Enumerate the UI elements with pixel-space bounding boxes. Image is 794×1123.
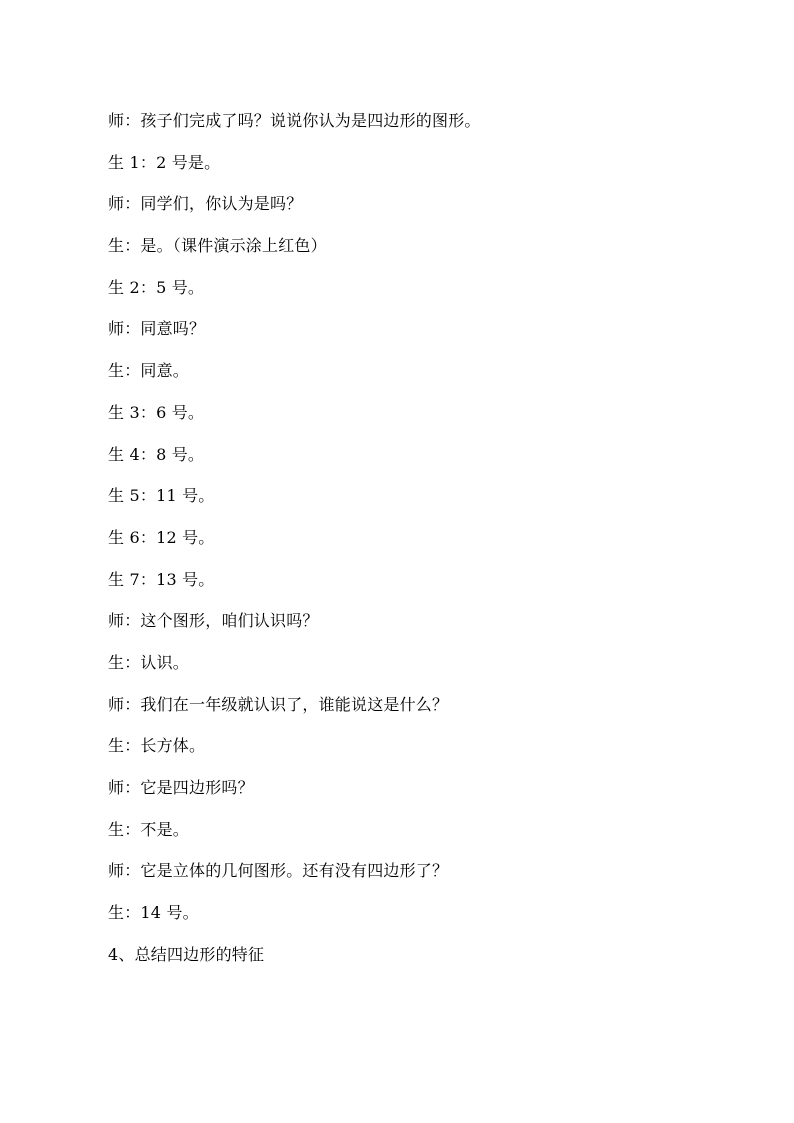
text-line: 师：同学们，你认为是吗？ <box>108 194 303 214</box>
text-line: 生：不是。 <box>108 819 190 839</box>
text-line: 师：孩子们完成了吗？说说你认为是四边形的图形。 <box>108 111 481 130</box>
text-line: 师：我们在一年级就认识了，谁能说这是什么？ <box>108 694 449 714</box>
text-line: 生 2：5 号。 <box>108 277 205 297</box>
text-line: 生 1：2 号是。 <box>108 152 221 172</box>
text-line: 师：这个图形，咱们认识吗？ <box>108 611 319 631</box>
section-heading: 4、总结四边形的特征 <box>108 944 265 964</box>
text-line: 生：同意。 <box>108 361 190 381</box>
text-line: 生 4：8 号。 <box>108 444 205 464</box>
text-line: 师：同意吗？ <box>108 319 206 339</box>
text-line: 生：是。（课件演示涂上红色） <box>108 236 327 256</box>
text-line: 师：它是立体的几何图形。还有没有四边形了？ <box>108 861 449 881</box>
dialogue-text <box>108 100 708 975</box>
text-line: 师：它是四边形吗？ <box>108 778 254 797</box>
text-line: 生：长方体。 <box>108 736 206 756</box>
text-line: 生 3：6 号。 <box>108 402 205 422</box>
text-line: 生：14 号。 <box>108 903 199 923</box>
text-line: 生：认识。 <box>108 652 190 672</box>
text-line: 生 7：13 号。 <box>108 569 215 589</box>
text-line: 生 5：11 号。 <box>108 486 215 506</box>
text-line: 生 6：12 号。 <box>108 527 215 547</box>
